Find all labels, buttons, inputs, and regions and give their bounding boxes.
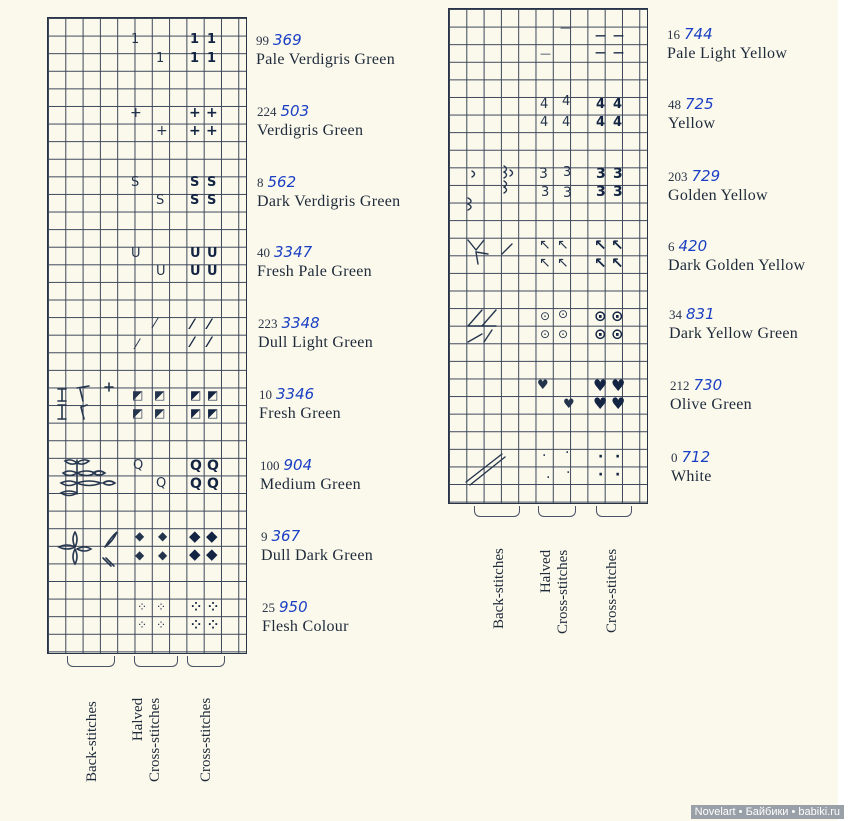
halved-symbol-flesh: ⁘ (137, 618, 148, 632)
cross-symbol-dull-dark: ◆ (189, 545, 201, 563)
halved-symbol-dull-light: ⁄ (136, 337, 139, 353)
cross-symbol-golden-yellow: 3 (596, 184, 606, 200)
halved-symbol-dark-verdigris: S (131, 175, 140, 190)
column-label-halved-cross-stitches-right: Halved Cross-stitches (538, 549, 571, 634)
halved-symbol-dark-golden-yellow: ↖ (539, 237, 551, 253)
brace-back-stitches-left (67, 656, 115, 667)
cross-symbol-olive-green: ♥ (593, 376, 608, 395)
cross-symbol-yellow: 4 (596, 115, 606, 130)
cross-symbol-medium-green: Q (207, 458, 219, 474)
halved-symbol-dark-yellow-green: ⊙ (558, 327, 569, 341)
halved-symbol-dark-golden-yellow: ↖ (557, 237, 569, 253)
halved-symbol-white: · (565, 445, 570, 461)
halved-symbol-olive-green: ♥ (537, 378, 549, 393)
cross-symbol-olive-green: ♥ (611, 394, 626, 413)
halved-symbol-pale-verdigris: 1 (131, 32, 140, 47)
cross-symbol-fresh-green: ◩ (190, 388, 202, 402)
cross-symbol-dark-golden-yellow: ↖ (611, 236, 624, 254)
colour-label-golden-yellow: 203 729 Golden Yellow (668, 167, 768, 204)
cross-symbol-dull-dark: ◆ (206, 527, 218, 545)
halved-symbol-fresh-green: ◩ (154, 406, 166, 420)
halved-symbol-flesh: ⁘ (137, 600, 148, 614)
cross-symbol-fresh-green: ◩ (190, 406, 202, 420)
colour-label-fresh-pale-green: 40 3347 Fresh Pale Green (257, 243, 372, 280)
cross-symbol-dark-golden-yellow: ↖ (611, 254, 624, 272)
cross-symbol-dull-dark: ◆ (189, 527, 201, 545)
halved-symbol-yellow: 4 (540, 97, 549, 112)
halved-symbol-white: · (542, 448, 547, 464)
halved-symbol-dull-dark: ◆ (158, 529, 168, 543)
halved-symbol-dark-yellow-green: ⊙ (558, 307, 569, 321)
cross-symbol-pale-light-yellow: — (613, 29, 624, 42)
brace-cross-left (187, 656, 225, 667)
column-label-back-stitches-right: Back-stitches (491, 548, 507, 629)
halved-symbol-dark-golden-yellow: ↖ (539, 255, 551, 271)
cross-symbol-dull-light: ⁄ (208, 335, 211, 351)
cross-symbol-white: · (598, 449, 604, 465)
colour-label-flesh-colour: 25 950 Flesh Colour (262, 598, 349, 635)
halved-symbol-pale-verdigris: 1 (156, 51, 165, 66)
brace-cross-right (596, 506, 632, 517)
column-label-cross-stitches-right: Cross-stitches (604, 548, 620, 633)
cross-symbol-fresh-pale: U (207, 264, 218, 279)
halved-symbol-verdigris: + (156, 123, 168, 139)
cross-symbol-verdigris: + (189, 123, 201, 139)
cross-symbol-verdigris: + (189, 105, 201, 121)
colour-label-olive-green: 212 730 Olive Green (670, 376, 752, 413)
halved-symbol-dull-dark: ◆ (158, 548, 168, 562)
right-backstitch-drawings (448, 8, 648, 504)
halved-symbol-fresh-pale: U (131, 246, 141, 261)
colour-label-dark-verdigris-green: 8 562 Dark Verdigris Green (257, 173, 401, 210)
cross-symbol-fresh-pale: U (190, 264, 201, 279)
colour-label-verdigris-green: 224 503 Verdigris Green (257, 102, 364, 139)
halved-symbol-golden-yellow: 3 (563, 185, 572, 201)
halved-symbol-medium-green: Q (133, 458, 144, 473)
cross-symbol-dark-verdigris: S (207, 193, 217, 208)
colour-label-white: 0 712 White (671, 448, 712, 485)
cross-symbol-medium-green: Q (207, 476, 219, 492)
colour-label-dark-golden-yellow: 6 420 Dark Golden Yellow (668, 237, 806, 274)
cross-symbol-dark-yellow-green: ⊙ (611, 325, 624, 343)
cross-symbol-fresh-green: ◩ (207, 388, 219, 402)
halved-symbol-olive-green: ♥ (563, 397, 575, 412)
halved-symbol-flesh: ⁘ (156, 618, 167, 632)
halved-symbol-dull-light: ⁄ (154, 316, 157, 332)
column-label-halved-cross-stitches-left: Halved Cross-stitches (130, 697, 163, 782)
cross-symbol-fresh-pale: U (190, 246, 201, 261)
halved-symbol-fresh-green: ◩ (132, 388, 144, 402)
halved-symbol-flesh: ⁘ (156, 600, 167, 614)
cross-symbol-golden-yellow: 3 (613, 166, 623, 182)
cross-symbol-flesh: ⁘ (191, 618, 202, 632)
halved-symbol-dull-dark: ◆ (135, 548, 145, 562)
cross-symbol-flesh: ⁘ (208, 600, 219, 614)
cross-symbol-white: · (598, 467, 604, 483)
page-edge (838, 0, 850, 821)
halved-symbol-golden-yellow: 3 (541, 185, 550, 200)
halved-symbol-golden-yellow: 3 (539, 166, 548, 182)
colour-label-pale-light-yellow: 16 744 Pale Light Yellow (667, 25, 788, 62)
cross-symbol-pale-verdigris: 1 (207, 51, 217, 66)
cross-symbol-fresh-green: ◩ (207, 406, 219, 420)
cross-symbol-golden-yellow: 3 (596, 166, 606, 182)
halved-symbol-pale-light-yellow: — (540, 47, 551, 60)
halved-symbol-yellow: 4 (562, 115, 571, 130)
halved-symbol-dull-dark: ◆ (135, 529, 145, 543)
cross-symbol-dull-dark: ◆ (206, 545, 218, 563)
cross-symbol-dark-verdigris: S (190, 175, 200, 190)
cross-symbol-dull-light: ⁄ (191, 335, 194, 351)
halved-symbol-dark-golden-yellow: ↖ (557, 255, 569, 271)
halved-symbol-white: · (566, 465, 571, 481)
cross-symbol-yellow: 4 (596, 97, 606, 112)
column-label-cross-stitches-left: Cross-stitches (198, 697, 214, 782)
cross-symbol-yellow: 4 (613, 115, 623, 130)
colour-label-dull-light-green: 223 3348 Dull Light Green (258, 314, 373, 351)
brace-halved-right (538, 506, 576, 517)
cross-symbol-fresh-pale: U (207, 246, 218, 261)
halved-symbol-fresh-green: ◩ (154, 388, 166, 402)
halved-symbol-dark-yellow-green: ⊙ (540, 327, 551, 341)
brace-back-stitches-right (474, 506, 520, 517)
colour-label-yellow: 48 725 Yellow (668, 95, 716, 132)
colour-label-medium-green: 100 904 Medium Green (260, 456, 361, 493)
cross-symbol-olive-green: ♥ (611, 376, 626, 395)
cross-symbol-medium-green: Q (190, 458, 202, 474)
cross-symbol-dark-yellow-green: ⊙ (594, 325, 607, 343)
halved-symbol-yellow: 4 (540, 115, 549, 130)
halved-symbol-medium-green: Q (156, 476, 167, 491)
cross-symbol-pale-verdigris: 1 (190, 51, 200, 66)
halved-symbol-yellow: 4 (562, 94, 571, 109)
halved-symbol-dark-yellow-green: ⊙ (540, 309, 551, 323)
cross-symbol-dark-golden-yellow: ↖ (594, 236, 607, 254)
halved-symbol-dark-verdigris: S (156, 193, 165, 208)
colour-label-pale-verdigris-green: 99 369 Pale Verdigris Green (256, 31, 395, 68)
cross-symbol-pale-light-yellow: — (595, 46, 606, 59)
halved-symbol-fresh-pale: U (156, 264, 166, 279)
cross-symbol-verdigris: + (206, 123, 218, 139)
cross-symbol-pale-verdigris: 1 (207, 32, 217, 47)
cross-symbol-flesh: ⁘ (191, 600, 202, 614)
cross-symbol-dark-verdigris: S (207, 175, 217, 190)
colour-label-fresh-green: 10 3346 Fresh Green (259, 385, 341, 422)
cross-symbol-dull-light: ⁄ (191, 317, 194, 333)
brace-halved-left (134, 656, 178, 667)
cross-symbol-verdigris: + (206, 105, 218, 121)
cross-symbol-dull-light: ⁄ (208, 317, 211, 333)
watermark: Novelart • Байбики • babiki.ru (691, 805, 844, 819)
cross-symbol-pale-light-yellow: — (595, 29, 606, 42)
cross-symbol-yellow: 4 (613, 97, 623, 112)
left-backstitch-drawings (47, 17, 247, 654)
cross-symbol-white: · (615, 467, 621, 483)
halved-symbol-fresh-green: ◩ (132, 406, 144, 420)
cross-symbol-white: · (615, 449, 621, 465)
cross-symbol-dark-yellow-green: ⊙ (611, 307, 624, 325)
colour-label-dull-dark-green: 9 367 Dull Dark Green (261, 527, 374, 564)
colour-label-dark-yellow-green: 34 831 Dark Yellow Green (669, 305, 799, 342)
cross-symbol-pale-verdigris: 1 (190, 32, 200, 47)
cross-symbol-olive-green: ♥ (593, 394, 608, 413)
cross-symbol-dark-yellow-green: ⊙ (594, 307, 607, 325)
halved-symbol-pale-light-yellow: — (560, 21, 571, 34)
halved-symbol-golden-yellow: 3 (563, 165, 572, 180)
cross-symbol-golden-yellow: 3 (613, 184, 623, 200)
cross-symbol-pale-light-yellow: — (613, 46, 624, 59)
cross-symbol-dark-golden-yellow: ↖ (594, 254, 607, 272)
cross-symbol-flesh: ⁘ (208, 618, 219, 632)
column-label-back-stitches-left: Back-stitches (84, 701, 100, 782)
halved-symbol-white: · (546, 470, 551, 486)
cross-symbol-dark-verdigris: S (190, 193, 200, 208)
halved-symbol-verdigris: + (130, 105, 142, 121)
cross-symbol-medium-green: Q (190, 476, 202, 492)
